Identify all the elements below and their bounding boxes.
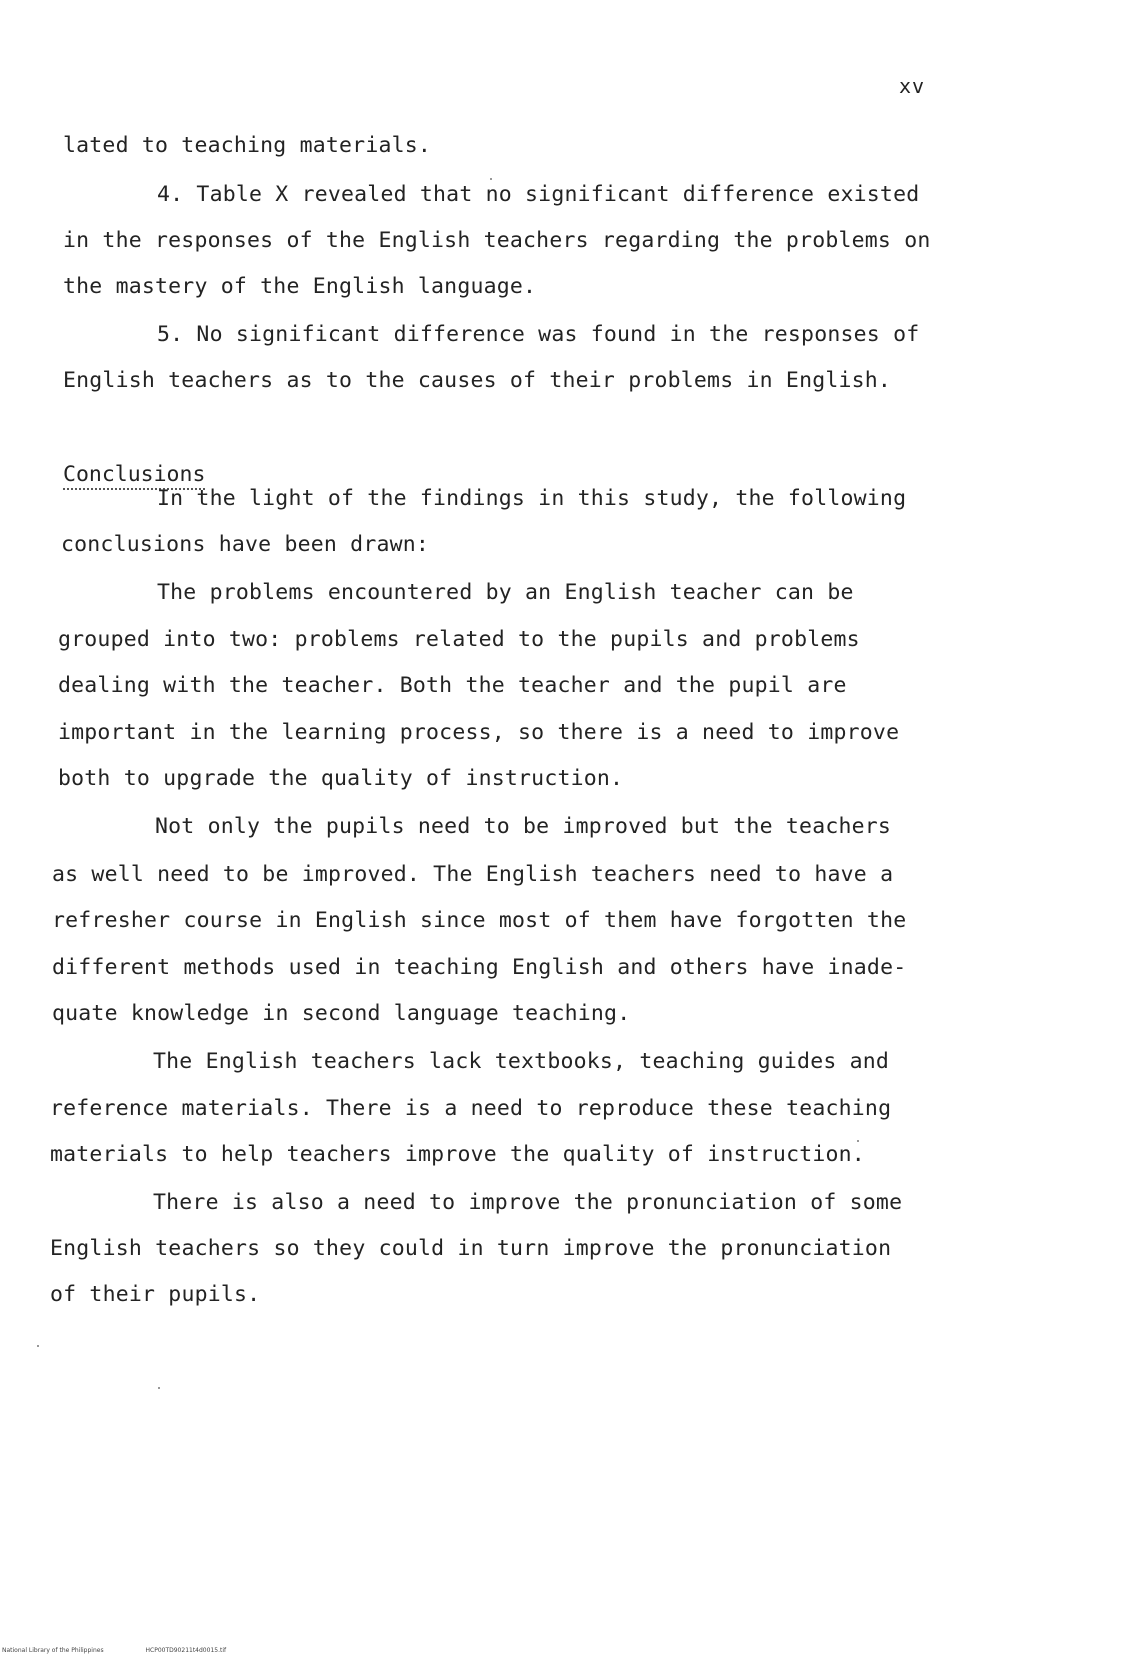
- conclusions-p5-line-1: There is also a need to improve the pronunciation of some: [153, 1190, 903, 1215]
- scan-speck: [37, 1345, 39, 1347]
- conclusions-p2-line-4: important in the learning process, so there is a need to improve: [58, 720, 900, 745]
- conclusions-p5-line-3: of their pupils.: [50, 1282, 261, 1307]
- scan-speck: [490, 178, 492, 180]
- conclusions-p1-line-2: conclusions have been drawn:: [61, 532, 430, 557]
- conclusions-p2-line-5: both to upgrade the quality of instruction.: [58, 766, 624, 791]
- footer-library-name: National Library of the Philippines: [2, 1647, 104, 1654]
- conclusions-p1-line-1: In the light of the findings in this study, the following: [157, 486, 907, 511]
- finding-4-line-2: in the responses of the English teachers regarding the problems on: [63, 228, 931, 253]
- scan-speck: [158, 1387, 160, 1389]
- finding-4-line-3: the mastery of the English language.: [63, 274, 537, 299]
- conclusions-p4-line-2: reference materials. There is a need to reproduce these teaching: [50, 1096, 892, 1121]
- conclusions-p3-line-3: refresher course in English since most of them have forgotten the: [52, 908, 907, 933]
- page-number: xv: [899, 74, 926, 98]
- conclusions-p2-line-3: dealing with the teacher. Both the teacher and the pupil are: [58, 673, 847, 698]
- conclusions-p2-line-1: The problems encountered by an English teacher can be: [157, 580, 854, 605]
- conclusions-p2-line-2: grouped into two: problems related to the pupils and problems: [58, 627, 860, 652]
- conclusions-p3-line-1: Not only the pupils need to be improved but the teachers: [155, 814, 892, 839]
- finding-4-line-1: 4. Table X revealed that no significant difference existed: [157, 182, 920, 207]
- finding-5-line-1: 5. No significant difference was found in the responses of: [157, 322, 920, 347]
- conclusions-p3-line-5: quate knowledge in second language teaching.: [52, 1001, 631, 1026]
- conclusions-p4-line-3: materials to help teachers improve the quality of instruction.: [50, 1142, 865, 1167]
- conclusions-p4-line-1: The English teachers lack textbooks, teaching guides and: [153, 1049, 890, 1074]
- findings-line-continued: lated to teaching materials.: [63, 133, 432, 158]
- conclusions-p3-line-2: as well need to be improved. The English teachers need to have a: [52, 862, 894, 887]
- footer-file-id: HCP00TD90211t4d0015.tif: [145, 1647, 227, 1654]
- scan-footer: [2, 1647, 266, 1654]
- conclusions-p3-line-4: different methods used in teaching English and others have inade-: [52, 955, 907, 980]
- finding-5-line-2: English teachers as to the causes of their problems in English.: [63, 368, 892, 393]
- conclusions-p5-line-2: English teachers so they could in turn improve the pronunciation: [50, 1236, 892, 1261]
- scan-speck: [857, 1140, 859, 1142]
- conclusions-heading: Conclusions: [63, 462, 205, 490]
